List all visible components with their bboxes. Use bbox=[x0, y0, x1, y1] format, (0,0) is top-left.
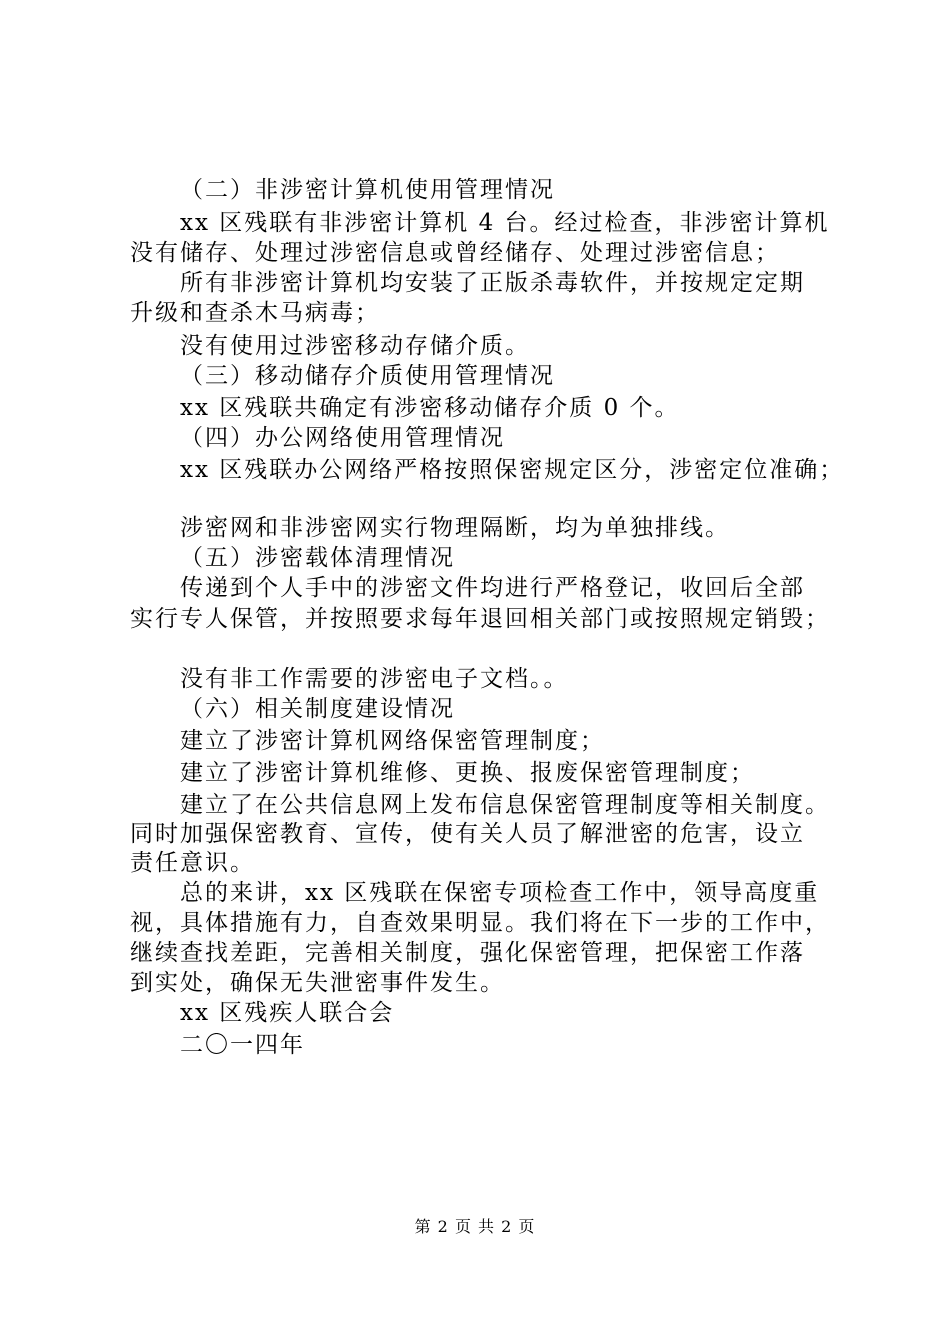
paragraph-line: xx 区残联有非涉密计算机 4 台。经过检查，非涉密计算机 bbox=[180, 210, 830, 236]
paragraph-line: 没有非工作需要的涉密电子文档。。 bbox=[180, 666, 569, 692]
section-heading: （五）涉密载体清理情况 bbox=[180, 545, 455, 571]
paragraph-line: 同时加强保密教育、宣传，使有关人员了解泄密的危害，设立 bbox=[130, 821, 805, 847]
paragraph-line: 总的来讲，xx 区残联在保密专项检查工作中，领导高度重 bbox=[180, 880, 820, 906]
paragraph-line: 涉密网和非涉密网实行物理隔断，均为单独排线。 bbox=[180, 515, 730, 541]
section-heading: （三）移动储存介质使用管理情况 bbox=[180, 363, 555, 389]
paragraph-line: 建立了在公共信息网上发布信息保密管理制度等相关制度。 bbox=[180, 792, 830, 818]
paragraph-line: 升级和查杀木马病毒； bbox=[130, 300, 380, 326]
signature-organization: xx 区残疾人联合会 bbox=[180, 1000, 395, 1026]
paragraph-line: 没有储存、处理过涉密信息或曾经储存、处理过涉密信息； bbox=[130, 240, 780, 266]
paragraph-line: 到实处，确保无失泄密事件发生。 bbox=[130, 970, 505, 996]
paragraph-line: 没有使用过涉密移动存储介质。 bbox=[180, 333, 530, 359]
paragraph-line: 所有非涉密计算机均安装了正版杀毒软件，并按规定定期 bbox=[180, 270, 805, 296]
paragraph-line: 建立了涉密计算机网络保密管理制度； bbox=[180, 728, 605, 754]
section-heading: （四）办公网络使用管理情况 bbox=[180, 425, 505, 451]
paragraph-line: 视，具体措施有力，自查效果明显。我们将在下一步的工作中， bbox=[130, 910, 830, 936]
paragraph-line: xx 区残联共确定有涉密移动储存介质 0 个。 bbox=[180, 395, 680, 421]
section-heading: （六）相关制度建设情况 bbox=[180, 696, 455, 722]
page-number-footer: 第 2 页 共 2 页 bbox=[414, 1217, 536, 1236]
section-heading: （二）非涉密计算机使用管理情况 bbox=[180, 177, 555, 203]
paragraph-line: 实行专人保管，并按照要求每年退回相关部门或按照规定销毁； bbox=[130, 606, 830, 632]
paragraph-line: xx 区残联办公网络严格按照保密规定区分，涉密定位准确； bbox=[180, 457, 845, 483]
paragraph-line: 传递到个人手中的涉密文件均进行严格登记，收回后全部 bbox=[180, 575, 805, 601]
paragraph-line: 建立了涉密计算机维修、更换、报废保密管理制度； bbox=[180, 760, 755, 786]
signature-date: 二〇一四年 bbox=[180, 1032, 305, 1058]
paragraph-line: 继续查找差距，完善相关制度，强化保密管理，把保密工作落 bbox=[130, 940, 805, 966]
paragraph-line: 责任意识。 bbox=[130, 850, 255, 876]
